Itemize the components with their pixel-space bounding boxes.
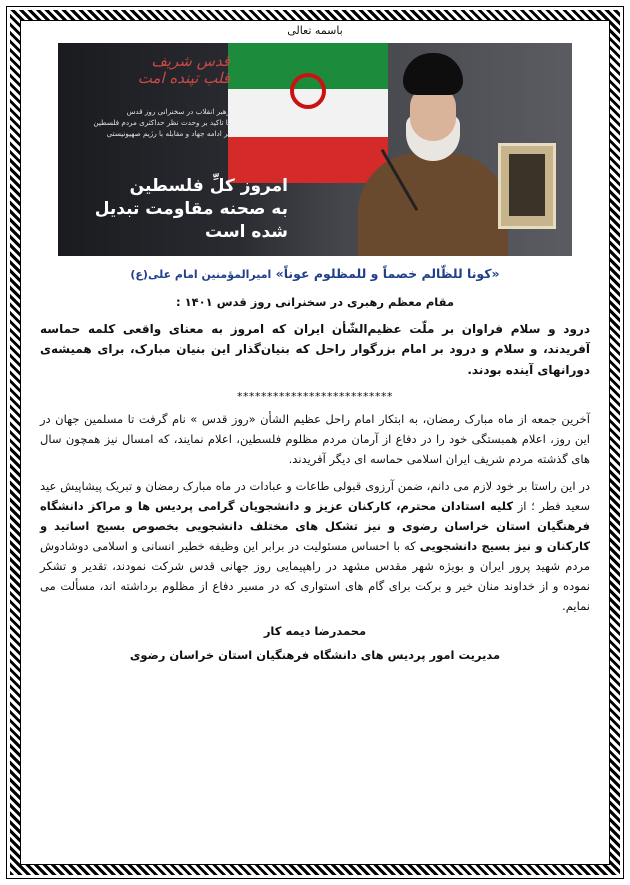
speech-excerpt: درود و سلام فراوان بر ملّت عظیم‌الشّأن ایران که امروز به معنای واقعی کلمه حماسه آفریدند، و سلام و درود بر امام بزرگوار راحل که بنیان‌گذار این بنیان مبارک، برای همیشه‌ی دورانهای آینده بودند. [40, 322, 590, 377]
basmala-heading: باسمه تعالی [287, 24, 343, 37]
banner-note: رهبر انقلاب در سخنرانی روز قدس با تاکید بر وحدت نظر حداکثری مردم فلسطین بر ادامه جهاد و مقابله با رژیم صهیونیستی [93, 107, 230, 139]
letter-content [40, 24, 590, 662]
organization-title: مدیریت امور پردیس های دانشگاه فرهنگیان استان خراسان رضوی [129, 648, 501, 663]
leader-portrait [358, 53, 508, 256]
framed-photo [498, 143, 556, 229]
hadith-quote [40, 266, 590, 281]
star-divider: ************************** [237, 390, 393, 404]
banner-headline: امروز کلِّ فلسطین به صحنه مقاومت تبدیل شده است [94, 176, 288, 242]
quote-attribution: امیرالمؤمنین امام علی(ع) [130, 268, 272, 281]
paragraph-bold-recipients: کلیه استادان محترم، کارکنان عزیز و دانشجویان گرامی پردیس ها و مراکز دانشگاه فرهنگیان استان خراسان رضوی و نیز تشکل های مختلف دانشجویی بخصوص بسیج اساتید و کارکنان و نیز بسیج دانشجویی [40, 498, 590, 553]
emblem-icon [290, 73, 326, 109]
signature-name: محمدرضا دیمه کار [263, 624, 367, 639]
paragraph-quds-day: آخرین جمعه از ماه مبارک رمضان، به ابتکار امام راحل عظیم الشأن «روز قدس » نام گرفت تا مسلمین جهان در این روز، اعلام همبستگی خود را در دفاع از آرمان مردم مظلوم فلسطین، اعلام نمایند، که امسال نیز همچون سال های گذشته مردم شریف ایران اسلامی حماسه ای دیگر آفریدند. [40, 412, 590, 467]
paragraph-appreciation: در این راستا بر خود لازم می دانم، ضمن آرزوی قبولی طاعات و عبادات در ماه مبارک رمضان و تبریک پیشاپیش عید سعید فطر ؛ از کلیه استادان محترم، کارکنان عزیز و دانشجویان گرامی پردیس ها و مراکز دانشگاه فرهنگیان استان خراسان رضوی و نیز تشکل های مختلف دانشجویی بخصوص بسیج اساتید و کارکنان و نیز بسیج دانشجویی که با احساس مسئولیت در برابر این وظیفه خطیر انسانی و اسلامی دوشادوش مردم شهید پرور ایران و بویژه شهر مقدس مشهد در راهپیمایی روز جهانی قدس شرکت نمودند، تقدیر و تشکر نموده و از خداوند منان خیر و برکت برای گام های استواری که در مسیر دفاع از مظلوم برداشته اند، مسألت می نمایم. [40, 478, 590, 614]
speech-intro: مقام معظم رهبری در سخنرانی روز قدس ۱۴۰۱ : [176, 295, 454, 309]
quote-text: «کونا للظّالم خصماً و للمظلوم عوناً» [275, 266, 500, 281]
header-banner-image [58, 43, 572, 256]
banner-calligraphy: قدس شریف قلب تپنده امت [137, 52, 230, 87]
